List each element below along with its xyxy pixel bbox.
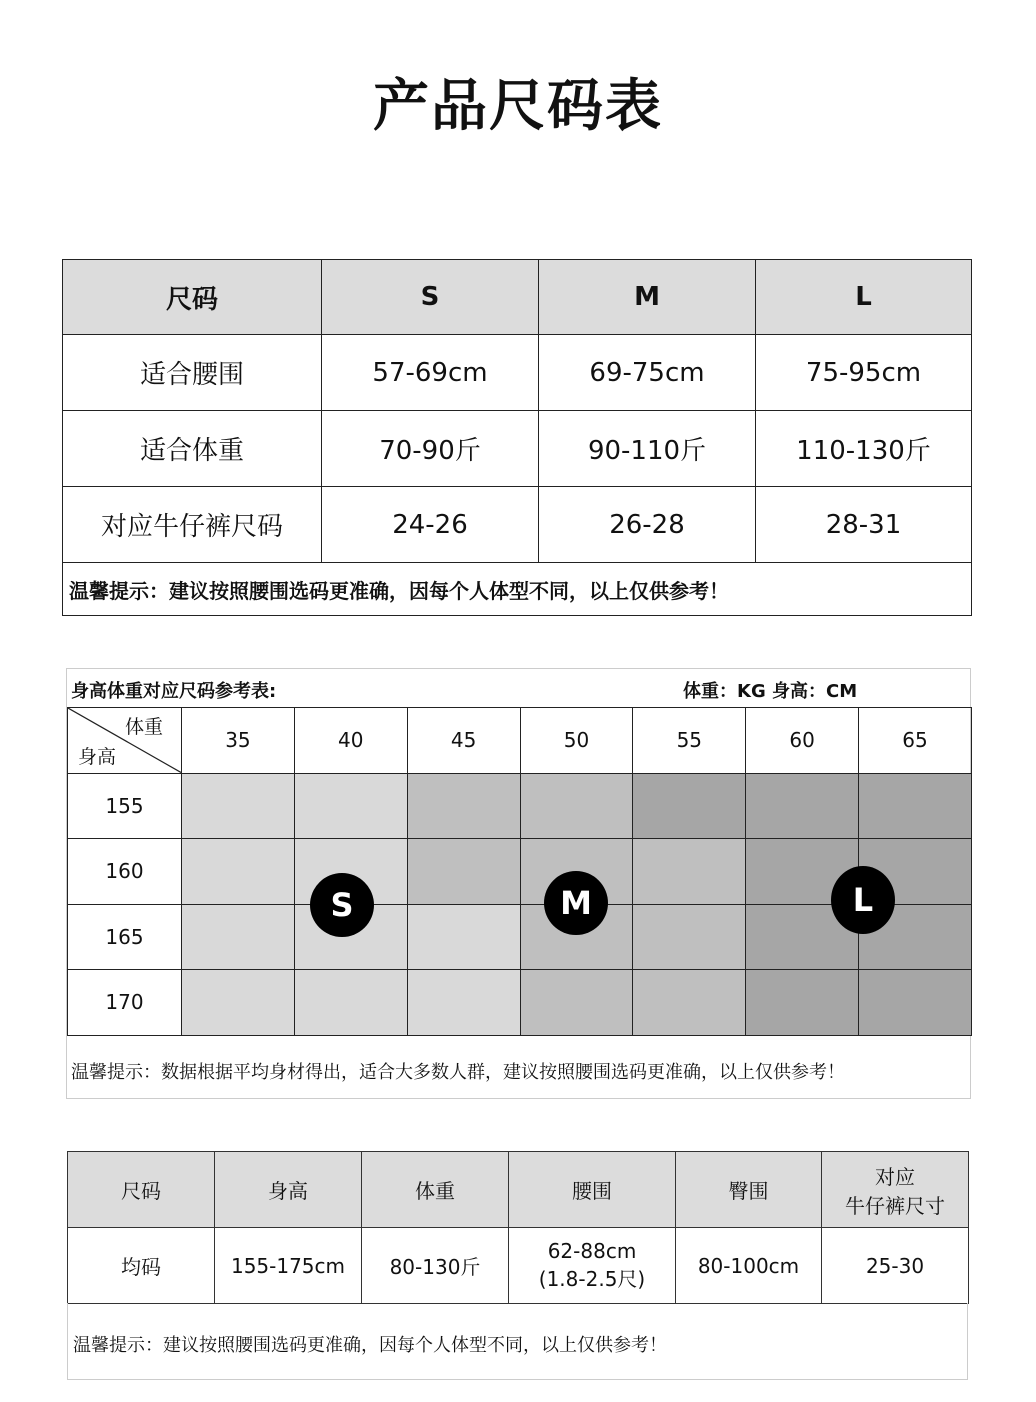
shade-cell bbox=[633, 904, 746, 970]
shade-cell bbox=[407, 904, 520, 970]
size-badge-m: M bbox=[544, 871, 608, 935]
size-badge-s: S bbox=[310, 873, 374, 937]
corner-weight-label: 体重 bbox=[124, 716, 163, 738]
shade-cell bbox=[294, 970, 407, 1036]
shade-cell bbox=[182, 839, 295, 905]
header-cell: 尺码 bbox=[63, 260, 322, 335]
header-cell: S bbox=[322, 260, 539, 335]
weight-header: 55 bbox=[633, 708, 746, 774]
header-cell: 尺码 bbox=[68, 1152, 215, 1228]
height-label: 165 bbox=[68, 904, 182, 970]
shade-cell bbox=[520, 970, 633, 1036]
size-table-header bbox=[63, 260, 972, 335]
cell: 155-175cm bbox=[215, 1228, 362, 1304]
table-row bbox=[63, 335, 972, 411]
one-size-note: 温馨提示：建议按照腰围选码更准确，因每个人体型不同，以上仅供参考！ bbox=[67, 1303, 968, 1380]
table-row bbox=[63, 411, 972, 487]
shade-cell bbox=[182, 970, 295, 1036]
header-line: 对应 bbox=[875, 1164, 915, 1189]
cell: 均码 bbox=[68, 1228, 215, 1304]
one-size-header bbox=[68, 1152, 969, 1228]
shade-cell bbox=[407, 970, 520, 1036]
shade-cell bbox=[746, 970, 859, 1036]
weight-header: 45 bbox=[407, 708, 520, 774]
height-label: 170 bbox=[68, 970, 182, 1036]
page-title: 产品尺码表 bbox=[373, 74, 663, 139]
corner-height-label: 身高 bbox=[78, 745, 117, 768]
cell: 75-95cm bbox=[756, 335, 972, 411]
shade-cell bbox=[746, 773, 859, 839]
cell: 70-90斤 bbox=[322, 411, 539, 487]
shade-cell bbox=[633, 839, 746, 905]
size-table-note: 温馨提示：建议按照腰围选码更准确，因每个人体型不同，以上仅供参考！ bbox=[63, 563, 972, 616]
table-row bbox=[68, 773, 972, 839]
header-cell bbox=[822, 1152, 969, 1228]
reference-grid bbox=[67, 707, 972, 1036]
header-cell: 臀围 bbox=[676, 1152, 822, 1228]
row-label: 对应牛仔裤尺码 bbox=[63, 487, 322, 563]
cell: 90-110斤 bbox=[539, 411, 756, 487]
table-row bbox=[68, 1228, 969, 1304]
weight-header: 35 bbox=[182, 708, 295, 774]
cell: 80-130斤 bbox=[362, 1228, 509, 1304]
waist-cm: 62-88cm bbox=[547, 1239, 637, 1263]
size-badge-l: L bbox=[831, 866, 895, 934]
cell: 110-130斤 bbox=[756, 411, 972, 487]
shade-cell bbox=[182, 904, 295, 970]
header-cell: 腰围 bbox=[509, 1152, 676, 1228]
cell: 69-75cm bbox=[539, 335, 756, 411]
cell: 80-100cm bbox=[676, 1228, 822, 1304]
shade-cell bbox=[294, 773, 407, 839]
cell: 57-69cm bbox=[322, 335, 539, 411]
reference-units: 体重：KG 身高：CM bbox=[683, 681, 858, 702]
table-row bbox=[68, 970, 972, 1036]
size-table bbox=[62, 259, 972, 616]
height-label: 160 bbox=[68, 839, 182, 905]
shade-cell bbox=[182, 773, 295, 839]
height-weight-reference bbox=[66, 668, 971, 1099]
shade-cell bbox=[633, 970, 746, 1036]
row-label: 适合体重 bbox=[63, 411, 322, 487]
weight-header: 50 bbox=[520, 708, 633, 774]
cell: 25-30 bbox=[822, 1228, 969, 1304]
cell: 26-28 bbox=[539, 487, 756, 563]
reference-title: 身高体重对应尺码参考表: bbox=[71, 681, 277, 702]
header-cell: L bbox=[756, 260, 972, 335]
waist-chi: (1.8-2.5尺) bbox=[538, 1267, 646, 1291]
shade-cell bbox=[859, 773, 972, 839]
shade-cell bbox=[633, 773, 746, 839]
shade-cell bbox=[407, 773, 520, 839]
weight-header: 60 bbox=[746, 708, 859, 774]
header-cell: M bbox=[539, 260, 756, 335]
header-cell: 身高 bbox=[215, 1152, 362, 1228]
height-label: 155 bbox=[68, 773, 182, 839]
shade-cell bbox=[859, 970, 972, 1036]
header-line: 牛仔裤尺寸 bbox=[845, 1193, 945, 1218]
weight-header: 40 bbox=[294, 708, 407, 774]
shade-cell bbox=[407, 839, 520, 905]
header-cell: 体重 bbox=[362, 1152, 509, 1228]
shade-cell bbox=[520, 773, 633, 839]
weight-header: 65 bbox=[859, 708, 972, 774]
cell: 24-26 bbox=[322, 487, 539, 563]
corner-cell bbox=[68, 708, 182, 774]
table-row bbox=[63, 487, 972, 563]
cell: 28-31 bbox=[756, 487, 972, 563]
one-size-table bbox=[67, 1151, 969, 1304]
row-label: 适合腰围 bbox=[63, 335, 322, 411]
reference-note: 温馨提示：数据根据平均身材得出，适合大多数人群，建议按照腰围选码更准确，以上仅供参考！ bbox=[71, 1062, 845, 1083]
cell bbox=[509, 1228, 676, 1304]
